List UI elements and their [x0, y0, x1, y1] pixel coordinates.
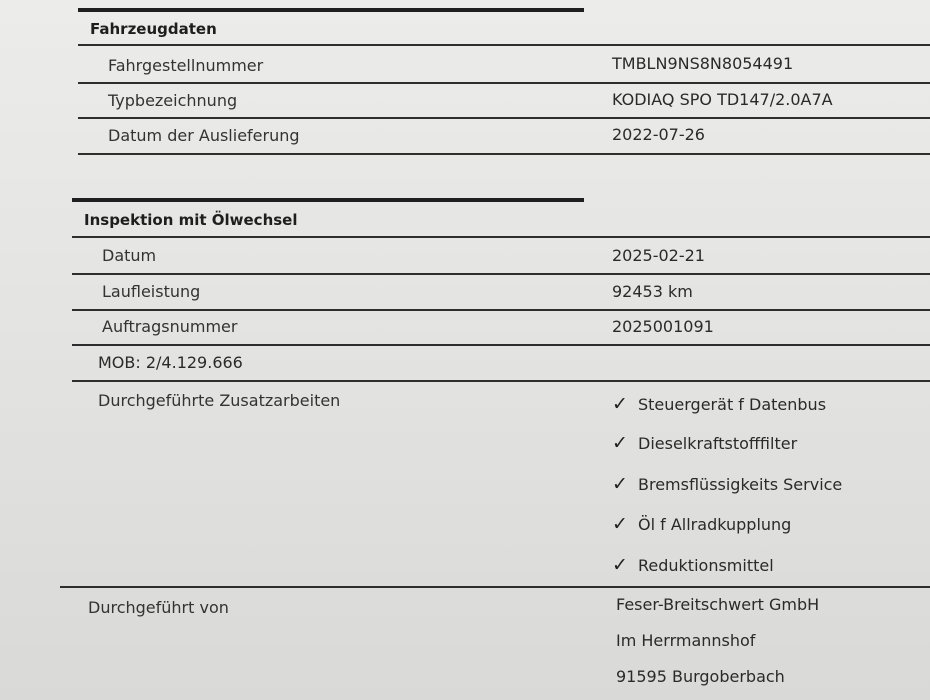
- section-divider-vehicle: [78, 8, 584, 12]
- table-rule: [72, 309, 930, 311]
- table-rule: [78, 117, 930, 119]
- table-rule: [72, 344, 930, 346]
- inspection-section-heading: Inspektion mit Ölwechsel: [84, 211, 298, 229]
- checkmark-icon: ✓: [612, 473, 628, 495]
- extra-work-item: [612, 473, 842, 495]
- table-rule: [72, 273, 930, 275]
- table-rule: [72, 236, 930, 238]
- vehicle-section-heading: Fahrzeugdaten: [90, 20, 217, 38]
- extra-work-item: [612, 432, 797, 454]
- mileage-value: 92453 km: [612, 282, 693, 301]
- extra-work-label: Durchgeführte Zusatzarbeiten: [98, 391, 341, 410]
- performed-by-label: Durchgeführt von: [88, 598, 229, 617]
- workshop-name: Feser-Breitschwert GmbH: [616, 595, 820, 614]
- inspection-date-label: Datum: [102, 246, 157, 265]
- order-number-label: Auftragsnummer: [102, 317, 238, 336]
- extra-work-item: [612, 554, 774, 576]
- mob-code: MOB: 2/4.129.666: [98, 353, 243, 372]
- table-rule: [72, 380, 930, 382]
- extra-work-item: [612, 393, 826, 415]
- workshop-street: Im Herrmannshof: [616, 631, 756, 650]
- workshop-city: 91595 Burgoberbach: [616, 667, 785, 686]
- table-rule: [60, 586, 930, 588]
- table-rule: [78, 153, 930, 155]
- vin-label: Fahrgestellnummer: [108, 56, 264, 75]
- vin-value: TMBLN9NS8N8054491: [612, 54, 794, 73]
- section-divider-inspection: [72, 198, 584, 202]
- extra-work-item: [612, 513, 791, 535]
- delivery-date-value: 2022-07-26: [612, 125, 705, 144]
- checkmark-icon: ✓: [612, 513, 628, 535]
- delivery-date-label: Datum der Auslieferung: [108, 126, 300, 145]
- inspection-date-value: 2025-02-21: [612, 246, 705, 265]
- mileage-label: Laufleistung: [102, 282, 201, 301]
- checkmark-icon: ✓: [612, 432, 628, 454]
- order-number-value: 2025001091: [612, 317, 714, 336]
- extra-work-item-label: Steuergerät f Datenbus: [638, 395, 827, 414]
- extra-work-item-label: Öl f Allradkupplung: [638, 515, 792, 534]
- extra-work-item-label: Dieselkraftstofffilter: [638, 434, 798, 453]
- table-rule: [78, 44, 930, 46]
- extra-work-item-label: Bremsflüssigkeits Service: [638, 475, 843, 494]
- table-rule: [78, 82, 930, 84]
- checkmark-icon: ✓: [612, 393, 628, 415]
- extra-work-item-label: Reduktionsmittel: [638, 556, 774, 575]
- type-value: KODIAQ SPO TD147/2.0A7A: [612, 90, 833, 109]
- type-label: Typbezeichnung: [108, 91, 238, 110]
- checkmark-icon: ✓: [612, 554, 628, 576]
